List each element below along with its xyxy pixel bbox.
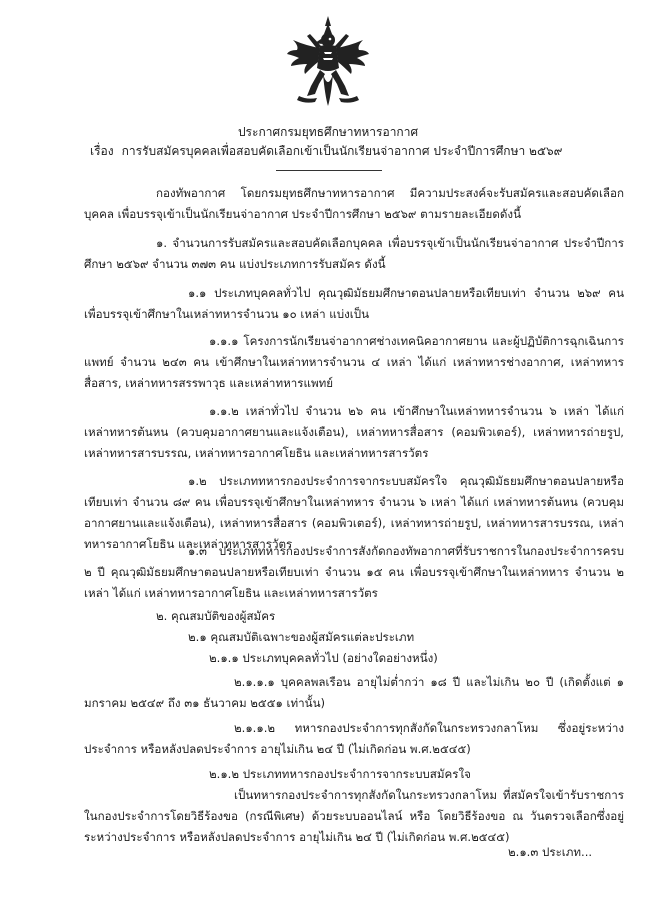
section-2: ๒. คุณสมบัติของผู้สมัคร: [156, 609, 276, 623]
subject-line: [90, 143, 610, 159]
section-1: ๑. จำนวนการรับสมัครและสอบคัดเลือกบุคคล เพื่อบรรจุเข้าเป็นนักเรียนจ่าอากาศ ประจำปีการศึกษา ๒๕๖๙ จำนวน ๓๗๓ คน แบ่งประเภทการรับสมัคร ดังนี้: [84, 236, 624, 271]
section-2-1-2: ๒.๑.๒ ประเภททหารกองประจำการจากระบบสมัครใจ: [209, 767, 471, 781]
subject-text: การรับสมัครบุคคลเพื่อสอบคัดเลือกเข้าเป็นนักเรียนจ่าอากาศ ประจำปีการศึกษา ๒๕๖๙: [121, 144, 563, 158]
section-1-1: ๑.๑ ประเภทบุคคลทั่วไป คุณวุฒิมัธยมศึกษาตอนปลายหรือเทียบเท่า จำนวน ๒๖๙ คน เพื่อบรรจุเข้าศึกษาในเหล่าทหารจำนวน ๑๐ เหล่า แบ่งเป็น: [84, 286, 624, 321]
section-2-1: ๒.๑ คุณสมบัติเฉพาะของผู้สมัครแต่ละประเภท: [188, 630, 415, 644]
section-1-2: ๑.๒ ประเภททหารกองประจำการจากระบบสมัครใจ คุณวุฒิมัธยมศึกษาตอนปลายหรือเทียบเท่า จำนวน ๘๙ คน เพื่อบรรจุเข้าศึกษาในเหล่าทหาร จำนวน ๖ เหล่า ได้แก่ เหล่าทหารต้นหน (ควบคุมอากาศยานและแจ้งเตือน), เหล่าทหารสื่อสาร (คอมพิวเตอร์), เหล่าทหารถ่ายรูป, เหล่าทหารสารบรรณ, เหล่าทหารอากาศโยธิน และเหล่าทหารสารวัตร: [84, 474, 624, 551]
subject-label: เรื่อง: [90, 144, 114, 158]
section-1-1-1: ๑.๑.๑ โครงการนักเรียนจ่าอากาศช่างเทคนิคอากาศยาน และผู้ปฏิบัติการฉุกเฉินการแพทย์ จำนวน ๒๔๓ คน เข้าศึกษาในเหล่าทหารจำนวน ๔ เหล่า ได้แก่ เหล่าทหารช่างอากาศ, เหล่าทหารสื่อสาร, เหล่าทหารสรรพาวุธ และเหล่าทหารแพทย์: [84, 334, 624, 390]
section-2-1-1: ๒.๑.๑ ประเภทบุคคลทั่วไป (อย่างใดอย่างหนึ่ง): [209, 651, 438, 665]
announcement-title: ประกาศกรมยุทธศึกษาทหารอากาศ: [237, 125, 419, 139]
section-2-1-1-1: ๒.๑.๑.๑ บุคคลพลเรือน อายุไม่ต่ำกว่า ๑๘ ปี และไม่เกิน ๒๐ ปี (เกิดตั้งแต่ ๑ มกราคม ๒๕๔๙ ถึง ๓๑ ธันวาคม ๒๕๕๑ เท่านั้น): [84, 675, 624, 710]
section-1-3: ๑.๓ ประเภททหารกองประจำการสังกัดกองทัพอากาศที่รับราชการในกองประจำการครบ ๒ ปี คุณวุฒิมัธยมศึกษาตอนปลายหรือเทียบเท่า จำนวน ๑๕ คน เพื่อบรรจุเข้าศึกษาในเหล่าทหาร จำนวน ๒ เหล่า ได้แก่ เหล่าทหารอากาศโยธิน และเหล่าทหารสารวัตร: [84, 544, 624, 600]
garuda-emblem-icon: [285, 16, 371, 108]
intro-paragraph: กองทัพอากาศ โดยกรมยุทธศึกษาทหารอากาศ มีความประสงค์จะรับสมัครและสอบคัดเลือกบุคคล เพื่อบรรจุเข้าเป็นนักเรียนจ่าอากาศ ประจำปีการศึกษา ๒๕๖๙ ตามรายละเอียดดังนี้: [84, 186, 624, 221]
section-2-1-1-2: ๒.๑.๑.๒ ทหารกองประจำการทุกสังกัดในกระทรวงกลาโหม ซึ่งอยู่ระหว่างประจำการ หรือหลังปลดประจำการ อายุไม่เกิน ๒๔ ปี (ไม่เกิดก่อน พ.ศ.๒๕๔๕): [84, 721, 624, 756]
section-2-1-2-text: เป็นทหารกองประจำการทุกสังกัดในกระทรวงกลาโหม ที่สมัครใจเข้ารับราชการในกองประจำการโดยวิธีร้องขอ (กรณีพิเศษ) ด้วยระบบออนไลน์ หรือ โดยวิธีร้องขอ ณ วันตรวจเลือกซึ่งอยู่ระหว่างประจำการ หรือหลังปลดประจำการ อายุไม่เกิน ๒๔ ปี (ไม่เกิดก่อน พ.ศ.๒๕๔๕): [84, 788, 624, 844]
section-1-1-2: ๑.๑.๒ เหล่าทั่วไป จำนวน ๒๖ คน เข้าศึกษาในเหล่าทหารจำนวน ๖ เหล่า ได้แก่ เหล่าทหารต้นหน (ควบคุมอากาศยานและแจ้งเตือน), เหล่าทหารสื่อสาร (คอมพิวเตอร์), เหล่าทหารถ่ายรูป, เหล่าทหารสารบรรณ, เหล่าทหารอากาศโยธิน และเหล่าทหารสารวัตร: [84, 404, 624, 460]
continuation-note: ๒.๑.๓ ประเภท...: [508, 845, 593, 859]
title-divider: [276, 170, 382, 171]
